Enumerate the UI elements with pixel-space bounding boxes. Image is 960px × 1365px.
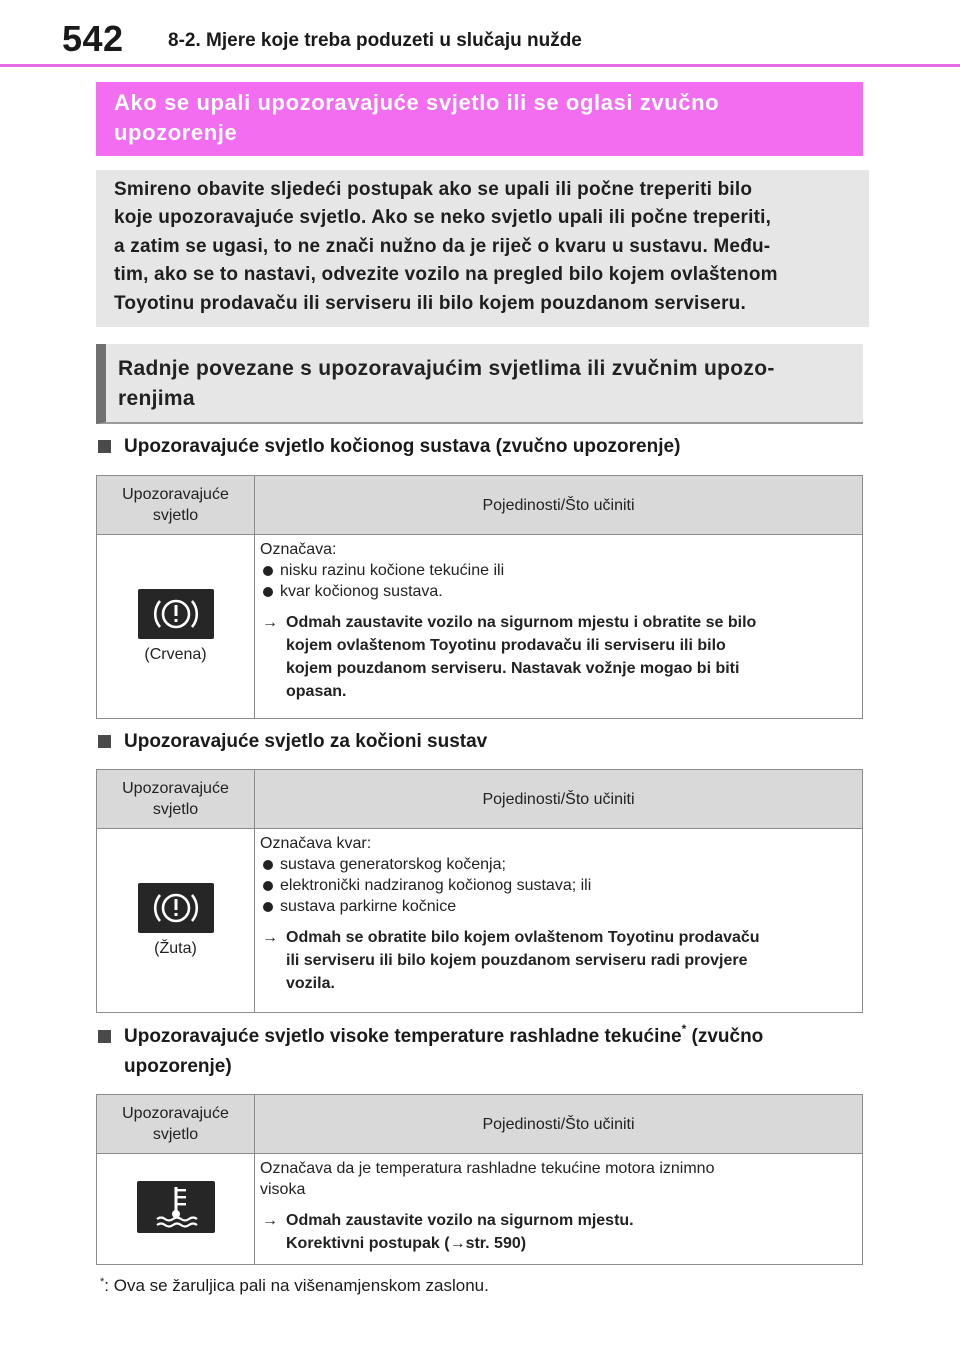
col-header-text: svjetlo — [152, 801, 199, 818]
warning-section-heading — [96, 82, 863, 156]
action-line: ili serviseru ili bilo kojem pouzdanom serviseru radi provjere — [286, 952, 748, 969]
description: Označava kvar: — [260, 835, 372, 852]
footnote-text: : Ova se žaruljica pali na višenamjenskom zaslonu. — [104, 1276, 489, 1295]
subsection-title-text: Upozoravajuće svjetlo kočionog sustava (zvučno upozorenje) — [124, 436, 681, 457]
subsection-title-brake-warning — [98, 432, 898, 462]
heading-line: Radnje povezane s upozoravajućim svjetlima ili zvučnim upozo- — [118, 357, 775, 380]
subsection-title-text: Upozoravajuće svjetlo visoke temperature rashladne tekućine — [124, 1026, 682, 1047]
warning-table-brake — [96, 475, 863, 719]
intro-line: a zatim se ugasi, to ne znači nužno da je riječ o kvaru u sustavu. Među- — [114, 235, 771, 257]
action-line: Odmah se obratite bilo kojem ovlaštenom Toyotinu prodavaču — [286, 929, 760, 946]
square-bullet-icon — [98, 1030, 111, 1043]
arrow-icon: → — [262, 1212, 278, 1229]
col-header-light — [97, 476, 255, 535]
header-divider — [0, 64, 960, 67]
action-line: kojem ovlaštenom Toyotinu prodavaču ili serviseru ili bilo — [286, 637, 726, 654]
footnote-mark: * — [681, 1022, 687, 1036]
footnote — [100, 1276, 489, 1296]
warning-light-cell — [97, 829, 255, 1013]
col-header-text: svjetlo — [152, 1126, 199, 1143]
light-color-caption: (Žuta) — [154, 940, 197, 957]
arrow-icon: → — [262, 929, 278, 946]
chapter-title: 8-2. Mjere koje treba poduzeti u slučaju nužde — [168, 30, 582, 51]
details-cell — [255, 829, 863, 1013]
intro-line: tim, ako se to nastavi, odvezite vozilo na pregled bilo kojem ovlaštenom — [114, 264, 778, 286]
square-bullet-icon — [98, 735, 111, 748]
col-header-text: Upozoravajuće — [122, 1105, 229, 1122]
bullet-item: sustava generatorskog kočenja; — [260, 854, 854, 875]
bullet-item: kvar kočionog sustava. — [260, 581, 854, 602]
footnote-mark: * — [100, 1276, 105, 1288]
page-reference-link[interactable]: str. 590 — [465, 1235, 521, 1252]
subsection-title-text: upozorenje) — [124, 1056, 232, 1077]
brake-warning-icon — [138, 589, 214, 639]
col-header-details: Pojedinosti/Što učiniti — [255, 770, 863, 829]
bullet-item: elektronički nadziranog kočionog sustava; ili — [260, 875, 854, 896]
col-header-details: Pojedinosti/Što učiniti — [255, 476, 863, 535]
square-bullet-icon — [98, 440, 111, 453]
subsection-title-brake-system — [98, 727, 898, 757]
action-line: vozila. — [286, 975, 335, 992]
action-line: Odmah zaustavite vozilo na sigurnom mjestu i obratite se bilo — [286, 614, 757, 631]
action-text: ) — [520, 1235, 527, 1252]
arrow-icon: → — [262, 614, 278, 631]
heading-line: renjima — [118, 387, 195, 410]
action-line: opasan. — [286, 683, 347, 700]
action-line: Odmah zaustavite vozilo na sigurnom mjestu. — [286, 1212, 634, 1229]
action-text: Korektivni postupak ( — [286, 1235, 450, 1252]
brake-system-icon — [138, 883, 214, 933]
details-cell — [255, 1154, 863, 1265]
col-header-light — [97, 770, 255, 829]
col-header-text: Upozoravajuće — [122, 780, 229, 797]
action-line: kojem pouzdanom serviseru. Nastavak vožnje mogao bi biti — [286, 660, 740, 677]
action-instruction — [260, 1209, 854, 1255]
intro-paragraph — [96, 170, 869, 327]
col-header-text: Upozoravajuće — [122, 486, 229, 503]
col-header-details: Pojedinosti/Što učiniti — [255, 1095, 863, 1154]
actions-section-heading — [96, 344, 863, 424]
details-cell — [255, 535, 863, 719]
description: Označava: — [260, 541, 337, 558]
warning-light-cell — [97, 535, 255, 719]
bullet-item: nisku razinu kočione tekućine ili — [260, 560, 854, 581]
intro-line: Smireno obavite sljedeći postupak ako se upali ili počne treperiti bilo — [114, 179, 753, 200]
heading-line: Ako se upali upozoravajuće svjetlo ili se oglasi zvučno — [114, 90, 720, 115]
action-instruction — [260, 926, 854, 995]
bullet-item: sustava parkirne kočnice — [260, 896, 854, 917]
warning-light-cell — [97, 1154, 255, 1265]
intro-line: koje upozoravajuće svjetlo. Ako se neko svjetlo upali ili počne treperiti, — [114, 207, 772, 229]
warning-table-brake-system — [96, 769, 863, 1013]
coolant-temperature-icon — [137, 1181, 215, 1233]
action-instruction — [260, 611, 854, 703]
description: visoka — [260, 1181, 306, 1198]
page-number: 542 — [62, 18, 124, 59]
action-line — [286, 1232, 854, 1255]
heading-line: upozorenje — [114, 120, 238, 145]
subsection-title-coolant — [98, 1022, 898, 1082]
warning-table-coolant — [96, 1094, 863, 1265]
subsection-title-text: (zvučno — [686, 1026, 764, 1047]
arrow-icon: → — [449, 1235, 466, 1252]
subsection-title-text: Upozoravajuće svjetlo za kočioni sustav — [124, 731, 488, 752]
light-color-caption: (Crvena) — [144, 646, 207, 663]
col-header-light — [97, 1095, 255, 1154]
col-header-text: svjetlo — [152, 507, 199, 524]
intro-line: Toyotinu prodavaču ili serviseru ili bilo kojem pouzdanom serviseru. — [114, 292, 746, 314]
description: Označava da je temperatura rashladne tekućine motora iznimno — [260, 1160, 715, 1177]
